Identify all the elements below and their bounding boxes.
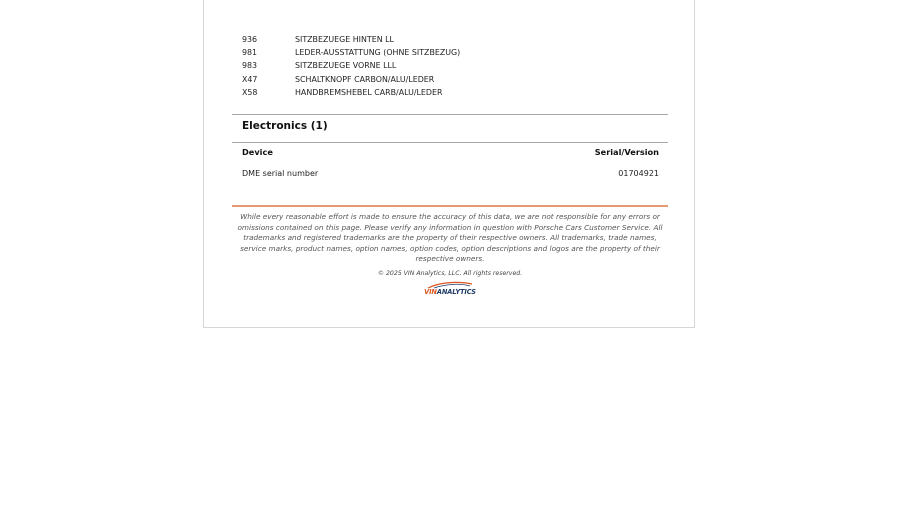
option-code: X47 xyxy=(242,74,258,84)
option-description: SITZBEZUEGE VORNE LLL xyxy=(295,61,397,71)
table-row xyxy=(242,169,659,178)
device-name: DME serial number xyxy=(242,169,319,178)
table-header-divider xyxy=(232,142,668,143)
option-description: SITZBEZUEGE HINTEN LL xyxy=(295,35,394,44)
logo-wordmark-vin: VIN xyxy=(424,288,437,296)
serial-column-header: Serial/Version xyxy=(594,147,659,157)
serial-value: 01704921 xyxy=(618,169,659,178)
option-code: X58 xyxy=(242,87,258,97)
electronics-section-title: Electronics (1) xyxy=(242,120,328,132)
document-page xyxy=(203,0,695,328)
option-code: 983 xyxy=(242,61,258,71)
copyright-text: © 2025 VIN Analytics, LLC. All rights reserved. xyxy=(377,270,523,277)
option-row xyxy=(232,46,668,59)
logo-wordmark xyxy=(420,288,480,296)
section-divider xyxy=(232,114,668,115)
vinanalytics-logo xyxy=(420,281,480,299)
option-row xyxy=(232,86,668,99)
footer-accent-line xyxy=(232,205,668,207)
option-description: HANDBREMSHEBEL CARB/ALU/LEDER xyxy=(295,87,443,97)
electronics-table-header xyxy=(242,147,659,157)
option-row xyxy=(232,73,668,86)
option-row xyxy=(232,33,668,46)
options-list xyxy=(232,33,668,99)
disclaimer-text: While every reasonable effort is made to ensure the accuracy of this data, we are not responsible for any errors or omissions contained on this page. Please verify any information in question with Porsche Cars Customer Service. All trademarks and registered trademarks are the property of their respective owners. All trademarks, trade names, service marks, product names, option names, option codes, option descriptions and logos are the property of their respective owners. xyxy=(237,212,663,264)
option-code: 936 xyxy=(242,35,258,44)
option-description: LEDER-AUSSTATTUNG (OHNE SITZBEZUG) xyxy=(295,48,461,58)
device-column-header: Device xyxy=(242,147,273,157)
option-description: SCHALTKNOPF CARBON/ALU/LEDER xyxy=(295,74,435,84)
logo-wordmark-analytics: ANALYTICS xyxy=(436,288,476,296)
option-code: 981 xyxy=(242,48,258,58)
option-row xyxy=(232,59,668,72)
